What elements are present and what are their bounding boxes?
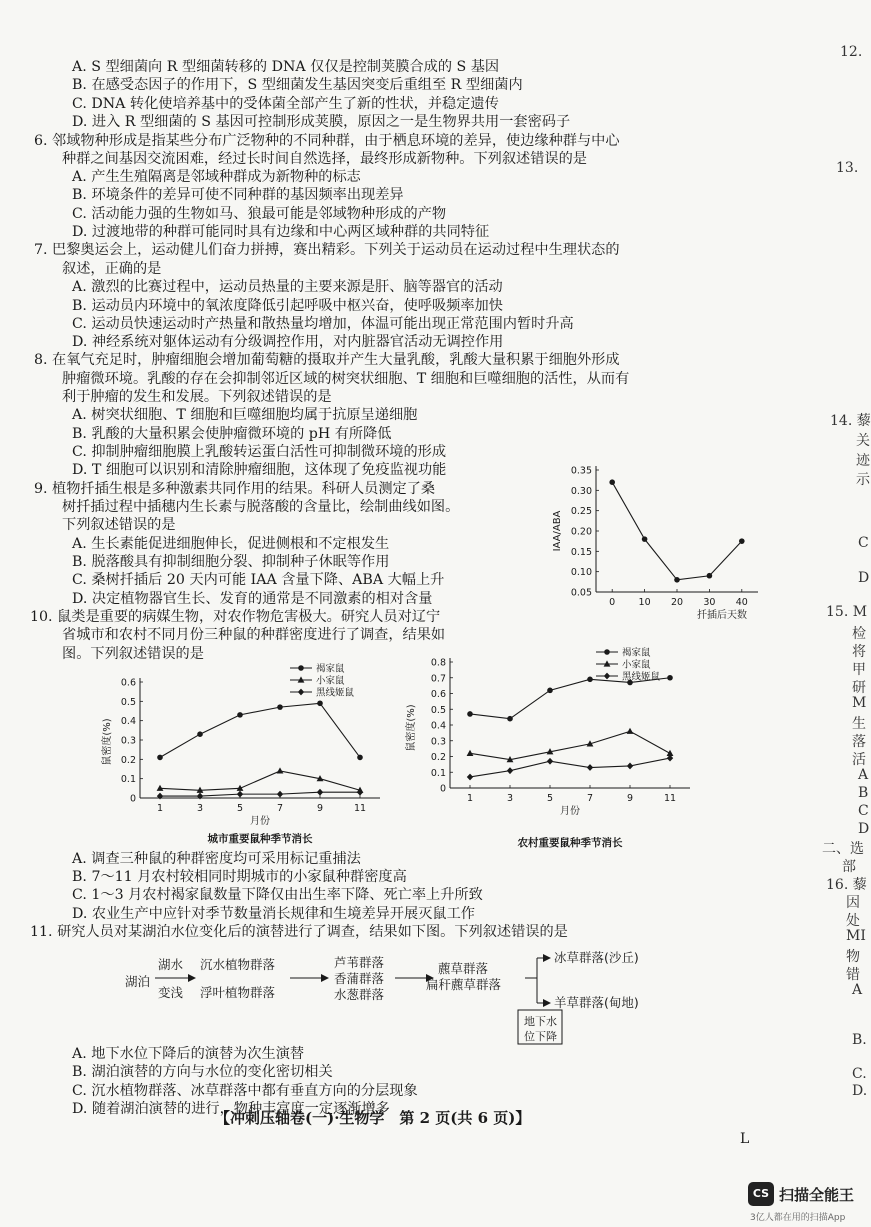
node-flat-scirpus: 扁秆藨草群落	[426, 977, 502, 992]
x-tick-label: 5	[546, 793, 554, 804]
x-tick-label: 30	[703, 597, 716, 608]
label-water: 湖水	[158, 957, 184, 972]
q9-stem-cont2: 下列叙述错误的是	[62, 517, 176, 533]
edge-frag: B	[858, 785, 869, 801]
q8-stem-cont: 肿瘤微环境。乳酸的存在会抑制邻近区域的树突状细胞、T 细胞和巨噬细胞的活性，从而有	[62, 371, 630, 387]
q6-option-c: C. 活动能力强的生物如马、狼最可能是邻域物种形成的产物	[72, 206, 447, 222]
data-point	[627, 763, 633, 770]
node-wheatgrass: 冰草群落(沙丘)	[554, 950, 639, 965]
edge-frag: 关	[856, 433, 870, 449]
y-tick-label: 0.35	[570, 465, 592, 477]
q8-stem: 8. 在氧气充足时，肿瘤细胞会增加葡萄糖的摄取并产生大量乳酸，乳酸大量积累于细胞外形成	[34, 352, 620, 368]
x-tick-label: 7	[276, 803, 284, 814]
data-point	[547, 758, 553, 765]
y-tick-label: 0.6	[430, 689, 446, 700]
data-point	[277, 767, 284, 773]
y-axis-label: 鼠密度(%)	[406, 704, 417, 752]
data-point	[317, 700, 323, 706]
edge-section-two: 二、选	[822, 841, 864, 857]
edge-frag: 部	[842, 859, 856, 875]
data-point	[587, 677, 593, 683]
y-tick-label: 0.7	[430, 673, 446, 685]
q6-option-d: D. 过渡地带的种群可能同时具有边缘和中心两区域种群的共同特征	[72, 224, 490, 240]
q11-option-b: B. 湖泊演替的方向与水位的变化密切相关	[72, 1064, 333, 1080]
y-tick-label: 0.5	[120, 696, 136, 708]
q5-option-a: A. S 型细菌向 R 型细菌转移的 DNA 仅仅是控制荚膜合成的 S 基因	[72, 59, 500, 75]
q8-option-d: D. T 细胞可以识别和清除肿瘤细胞，这体现了免疫监视功能	[72, 462, 447, 478]
x-tick-label: 10	[638, 597, 651, 608]
data-point	[642, 536, 648, 542]
data-point	[507, 716, 513, 722]
x-tick-label: 9	[626, 793, 634, 804]
y-tick-label: 0.25	[570, 506, 592, 518]
q9-option-a: A. 生长素能促进细胞伸长，促进侧根和不定根发生	[72, 536, 390, 552]
data-point	[609, 479, 615, 485]
legend-marker	[298, 689, 304, 696]
q9-option-d: D. 决定植物器官生长、发育的通常是不同激素的相对含量	[72, 591, 433, 607]
q10-option-c: C. 1～3 月农村褐家鼠数量下降仅由出生率下降、死亡率上升所致	[72, 887, 483, 903]
legend-label: 黑线姬鼠	[316, 687, 355, 699]
y-tick-label: 0.05	[570, 587, 592, 599]
edge-frag: 落	[852, 734, 866, 750]
y-tick-label: 0.15	[570, 546, 592, 558]
y-tick-label: 0.4	[120, 716, 136, 728]
y-tick-label: 0	[439, 783, 446, 795]
legend-label: 小家鼠	[622, 659, 651, 671]
y-tick-label: 0.5	[430, 704, 446, 716]
data-point	[237, 712, 243, 718]
q5-option-c: C. DNA 转化使培养基中的受体菌全部产生了新的性状，并稳定遗传	[72, 96, 499, 112]
chart-rural-rodents	[400, 648, 700, 850]
edge-q15: 15. M	[826, 604, 868, 620]
watermark-name: 扫描全能王	[779, 1186, 855, 1204]
edge-frag: B.	[852, 1032, 867, 1048]
data-point	[467, 750, 474, 756]
x-tick-label: 1	[466, 793, 474, 804]
x-tick-label: 5	[236, 803, 244, 814]
q7-stem: 7. 巴黎奥运会上，运动健儿们奋力拼搏，赛出精彩。下列关于运动员在运动过程中生理状态的	[34, 242, 620, 258]
q5-option-d: D. 进入 R 型细菌的 S 基因可控制形成荚膜，原因之一是生物界共用一套密码子	[72, 114, 571, 130]
data-point	[627, 728, 634, 734]
q5-option-b: B. 在感受态因子的作用下，S 型细菌发生基因突变后重组至 R 型细菌内	[72, 77, 523, 93]
scanner-watermark	[748, 1180, 866, 1224]
x-tick-label: 11	[353, 803, 367, 814]
legend-label: 褐家鼠	[316, 663, 345, 675]
data-point	[237, 791, 243, 798]
y-tick-label: 0.30	[570, 485, 592, 497]
succession-diagram	[120, 945, 660, 1045]
q10-stem-cont2: 图。下列叙述错误的是	[62, 646, 204, 662]
y-tick-label: 0.1	[120, 774, 136, 786]
q9-option-c: C. 桑树扦插后 20 天内可能 IAA 含量下降、ABA 大幅上升	[72, 572, 445, 588]
data-point	[547, 688, 553, 694]
node-scirpus: 藨草群落	[438, 961, 489, 976]
y-tick-label: 0.2	[430, 752, 446, 763]
edge-frag: C	[858, 803, 869, 819]
edge-frag: A	[858, 767, 869, 783]
y-tick-label: 0.2	[120, 754, 136, 766]
edge-frag: 甲	[852, 662, 866, 678]
node-leymus: 羊草群落(甸地)	[554, 995, 639, 1010]
q6-option-a: A. 产生生殖隔离是邻域种群成为新物种的标志	[72, 169, 361, 185]
series-line	[470, 678, 670, 719]
watermark-subtitle: 3亿人都在用的扫描App	[750, 1213, 846, 1223]
edge-frag: C	[858, 535, 869, 551]
page-mark: L	[740, 1131, 750, 1147]
y-tick-label: 0.1	[430, 767, 446, 779]
data-point	[197, 731, 203, 737]
q10-option-b: B. 7～11 月农村较相同时期城市的小家鼠种群密度高	[72, 869, 407, 885]
y-tick-label: 0	[129, 793, 136, 805]
q8-stem-cont2: 利于肿瘤的发生和发展。下列叙述错误的是	[62, 389, 332, 405]
x-tick-label: 11	[663, 793, 677, 804]
q10-stem-cont: 省城市和农村不同月份三种鼠的种群密度进行了调查，结果如	[62, 627, 446, 643]
x-axis-label: 扦插后天数	[697, 610, 747, 621]
x-tick-label: 7	[586, 793, 594, 804]
x-tick-label: 1	[156, 803, 164, 814]
data-point	[467, 711, 473, 717]
edge-frag: 错	[846, 967, 860, 983]
q10-option-d: D. 农业生产中应针对季节数量消长规律和生境差异开展灭鼠工作	[72, 906, 475, 922]
data-point	[739, 538, 745, 544]
q8-option-a: A. 树突状细胞、T 细胞和巨噬细胞均属于抗原呈递细胞	[72, 407, 418, 423]
q6-stem-cont: 种群之间基因交流困难，经过长时间自然选择，最终形成新物种。下列叙述错误的是	[62, 151, 587, 167]
y-axis-label: IAA/ABA	[552, 510, 563, 552]
q11-option-d: D. 随着湖泊演替的进行，物种丰富度一定逐渐增多	[72, 1101, 390, 1117]
series-line	[160, 792, 360, 796]
label-shallow: 变浅	[158, 985, 184, 1000]
y-tick-label: 0.20	[570, 526, 592, 538]
x-tick-label: 40	[735, 597, 748, 608]
data-point	[667, 675, 673, 681]
q6-stem: 6. 邻域物种形成是指某些分布广泛物种的不同种群，由于栖息环境的差异，使边缘种群与中心	[34, 133, 620, 149]
q7-stem-cont: 叙述，正确的是	[62, 261, 162, 277]
edge-q14: 14. 藜	[830, 413, 871, 429]
edge-frag: 处	[846, 913, 860, 929]
legend-label: 褐家鼠	[622, 647, 651, 659]
series-line	[470, 731, 670, 759]
chart-city-rodents	[100, 660, 400, 850]
q9-stem-cont: 树扦插过程中插穗内生长素与脱落酸的含量比，绘制曲线如图。	[62, 499, 460, 515]
data-point	[587, 764, 593, 771]
data-point	[157, 755, 163, 761]
x-tick-label: 3	[196, 803, 204, 814]
q9-stem: 9. 植物扦插生根是多种激素共同作用的结果。科研人员测定了桑	[34, 481, 436, 497]
page-footer: 【冲刺压轴卷(一)·生物学 第 2 页(共 6 页)】	[215, 1109, 531, 1127]
edge-frag: A	[852, 982, 863, 998]
y-tick-label: 0.10	[570, 567, 592, 579]
data-point	[277, 791, 283, 798]
edge-frag: 因	[846, 895, 860, 911]
q9-option-b: B. 脱落酸具有抑制细胞分裂、抑制种子休眠等作用	[72, 554, 390, 570]
legend-marker	[604, 649, 610, 655]
q11-stem: 11. 研究人员对某湖泊水位变化后的演替进行了调查，结果如下图。下列叙述错误的是	[30, 924, 568, 940]
y-axis-label: 鼠密度(%)	[102, 718, 113, 766]
edge-frag: D	[858, 570, 870, 586]
edge-frag: D	[858, 821, 870, 837]
q7-option-d: D. 神经系统对躯体运动有分级调控作用，对内脏器官活动无调控作用	[72, 334, 504, 350]
node-reed: 芦苇群落	[334, 955, 385, 970]
legend-label: 小家鼠	[316, 675, 345, 687]
edge-frag: D.	[852, 1083, 868, 1099]
series-line	[612, 482, 742, 580]
edge-frag: MI	[846, 928, 866, 944]
x-tick-label: 0	[609, 597, 616, 608]
legend-label: 黑线姬鼠	[622, 671, 661, 683]
edge-frag: 物	[846, 949, 860, 965]
node-lake: 湖泊	[125, 974, 151, 989]
y-tick-label: 0.3	[430, 736, 446, 748]
data-point	[357, 755, 363, 761]
data-point	[317, 789, 323, 796]
node-cattail: 香蒲群落	[334, 971, 385, 986]
edge-q16: 16. 藜	[826, 877, 867, 893]
x-axis-label: 月份	[250, 816, 270, 827]
data-point	[157, 785, 164, 791]
x-tick-label: 3	[506, 793, 514, 804]
y-tick-label: 0.3	[120, 735, 136, 747]
chart-title: 城市重要鼠种季节消长	[207, 833, 313, 845]
y-tick-label: 0.6	[120, 677, 136, 689]
data-point	[507, 767, 513, 774]
q7-option-c: C. 运动员快速运动时产热量和散热量均增加，体温可能出现正常范围内暂时升高	[72, 316, 574, 332]
series-line	[160, 771, 360, 790]
q7-option-a: A. 激烈的比赛过程中，运动员热量的主要来源是肝、脑等器官的活动	[72, 279, 503, 295]
q11-option-a: A. 地下水位下降后的演替为次生演替	[72, 1046, 305, 1062]
edge-frag: 活	[852, 752, 866, 768]
chart-title: 农村重要鼠种季节消长	[517, 837, 623, 849]
legend-marker	[298, 665, 304, 671]
q8-option-c: C. 抑制肿瘤细胞膜上乳酸转运蛋白活性可抑制微环境的形成	[72, 444, 447, 460]
q7-option-b: B. 运动员内环境中的氧浓度降低引起呼吸中枢兴奋，使呼吸频率加快	[72, 298, 503, 314]
edge-q13: 13.	[836, 160, 859, 176]
y-tick-label: 0.4	[430, 720, 446, 732]
x-tick-label: 9	[316, 803, 324, 814]
data-point	[467, 774, 473, 781]
edge-frag: 迹	[856, 453, 870, 469]
y-tick-label: 0.8	[430, 657, 446, 669]
data-point	[707, 573, 713, 579]
data-point	[674, 577, 680, 583]
x-tick-label: 20	[670, 597, 684, 608]
q6-option-b: B. 环境条件的差异可使不同种群的基因频率出现差异	[72, 187, 404, 203]
edge-frag: 将	[852, 644, 866, 660]
x-axis-label: 月份	[560, 806, 580, 817]
chart-iaa-aba	[532, 458, 772, 633]
q10-option-a: A. 调查三种鼠的种群密度均可采用标记重捕法	[72, 851, 361, 867]
camscanner-logo-icon: CS	[748, 1182, 774, 1206]
label-groundwater: 地下水	[524, 1015, 557, 1028]
edge-frag: C.	[852, 1066, 867, 1082]
edge-q12: 12.	[840, 44, 863, 60]
legend-marker	[604, 673, 610, 680]
series-line	[470, 758, 670, 777]
edge-frag: 生	[852, 716, 866, 732]
edge-frag: 研	[852, 680, 866, 696]
q11-option-c: C. 沉水植物群落、冰草群落中都有垂直方向的分层现象	[72, 1083, 418, 1099]
edge-frag: 检	[852, 626, 866, 642]
q10-stem: 10. 鼠类是重要的病媒生物，对农作物危害极大。研究人员对辽宁	[30, 609, 441, 625]
edge-frag: 示	[856, 472, 870, 488]
series-line	[160, 703, 360, 757]
edge-frag: M	[852, 695, 867, 711]
q8-option-b: B. 乳酸的大量积累会使肿瘤微环境的 pH 有所降低	[72, 426, 392, 442]
node-bulrush: 水葱群落	[334, 987, 385, 1002]
data-point	[277, 704, 283, 710]
label-level-drop: 位下降	[524, 1030, 557, 1043]
node-submerged: 沉水植物群落	[200, 957, 276, 972]
node-floating: 浮叶植物群落	[200, 985, 276, 1000]
